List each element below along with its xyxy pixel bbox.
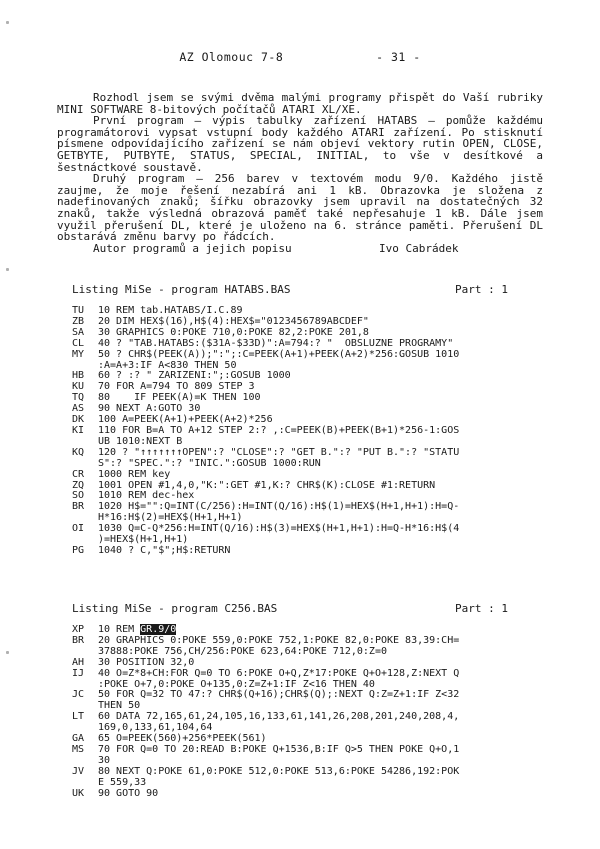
listing-2-code [72,625,552,800]
code-text: 1001 OPEN #1,4,0,"K:":GET #1,K:? CHR$(K):CLOSE #1:RETURN [98,479,436,491]
scan-speck [6,21,9,24]
checksum-code: OI [72,523,85,535]
code-text: 120 ? "↑↑↑↑↑↑↑OPEN":? "CLOSE":? "GET B.":? "PUT B.":? "STATU [98,446,460,458]
listing-2-part: Part : 1 [455,602,508,615]
code-text: 50 FOR Q=32 TO 47:? CHR$(Q+16);CHR$(Q);:NEXT Q:Z=Z+1:IF Z<32 [98,689,460,701]
checksum-code: ZQ [72,479,85,491]
code-text: 1030 Q=C-Q*256:H=INT(Q/16):H$(3)=HEX$(H+1,H+1):H=Q-H*16:H$(4 [98,523,460,535]
listing-2-title [72,603,508,615]
code-text: 10 REM tab.HATABS/I.C.89 [98,305,243,316]
code-text: 65 O=PEEK(560)+256*PEEK(561) [98,733,267,745]
listing-1-code [72,306,552,557]
code-text: :A=A+3:IF A<830 THEN 50 [98,359,237,371]
page-number: - 31 - [376,50,421,64]
checksum-code: DK [72,414,85,426]
code-text: 37888:POKE 756,CH/256:POKE 623,64:POKE 712,0:Z=0 [98,645,387,657]
header-source: AZ Olomouc 7-8 [179,50,284,64]
code-text: 30 POSITION 32,0 [98,656,195,668]
intro-text [57,92,543,255]
code-line [72,690,552,701]
listing-1-title [72,284,508,296]
code-text: 60 ? :? " ZARIZENI:";:GOSUB 1000 [98,370,291,382]
code-text: THEN 50 [98,700,141,712]
code-text: 169,0,133,61,104,64 [98,722,213,734]
checksum-code: AH [72,656,85,668]
checksum-code: LT [72,711,85,723]
code-text: UB 1010:NEXT B [98,435,183,447]
code-line [72,745,552,756]
author-label: Autor programů a jejich popisu [93,241,292,255]
code-line [72,789,552,800]
page-header [0,50,600,64]
code-text: 30 [98,754,111,766]
code-text: 60 DATA 72,165,61,24,105,16,133,61,141,26,208,201,240,208,4, [98,711,460,723]
checksum-code: BR [72,634,85,646]
checksum-code: SA [72,326,85,338]
code-text: 100 A=PEEK(A+1)+PEEK(A+2)*256 [98,414,273,426]
checksum-code: GA [72,733,85,745]
checksum-code: JC [72,689,85,701]
code-text: 70 FOR Q=0 TO 20:READ B:POKE Q+1536,B:IF Q>5 THEN POKE Q+O,1 [98,743,460,755]
checksum-code: IJ [72,667,85,679]
checksum-code: SO [72,490,85,502]
code-text: 10 REM [98,624,141,635]
scan-speck [6,268,9,271]
checksum-code: UK [72,787,85,799]
code-text: 50 ? CHR$(PEEK(A));":";:C=PEEK(A+1)+PEEK(A+2)*256:GOSUB 1010 [98,348,460,360]
code-text: 30 GRAPHICS 0:POKE 710,0:POKE 82,2:POKE 201,8 [98,326,369,338]
code-text: 40 O=Z*8+CH:FOR Q=0 TO 6:POKE O+Q,Z*17:POKE Q+O+128,Z:NEXT Q [98,667,460,679]
code-text: 1040 ? C,"$";H$:RETURN [98,544,231,556]
checksum-code: ZB [72,315,85,327]
listing-1-heading: Listing MiSe - program HATABS.BAS [72,283,291,296]
checksum-code: KI [72,424,85,436]
code-text: 90 NEXT A:GOTO 30 [98,403,201,415]
intro-paragraph-1: Rozhodl jsem se svými dvěma malými programy přispět do Vaší rubriky MINI SOFTWARE 8-bitových počítačů ATARI XL/XE. [57,91,543,116]
checksum-code: TQ [72,392,85,404]
code-text: 80 IF PEEK(A)=K THEN 100 [98,392,261,404]
code-text: )=HEX$(H+1,H+1) [98,534,189,546]
checksum-code: MS [72,743,85,755]
listing-1-part: Part : 1 [455,283,508,296]
listing-2-heading: Listing MiSe - program C256.BAS [72,602,278,615]
code-text: S":? "SPEC.":? "INIC.":GOSUB 1000:RUN [98,457,321,469]
code-text: 90 GOTO 90 [98,787,159,799]
inverse-text: GR.9/0 [140,624,177,635]
checksum-code: CL [72,337,85,349]
intro-paragraph-3: Druhý program – 256 barev v textovém modu 9/0. Každého jistě zaujme, že moje řešení nezabírá ani 1 kB. Obrazovka je složena z nadefinovaných znaků; šířku obrazovky jsem upravil na dostatečných 32 znaků, takže výsledná obrazová paměť také nepřesahuje 1 kB. Dále jsem využil přerušení DL, které je uloženo na 6. stránce paměti. Přerušení DL obstarává změnu barvy po řádcích. [57,172,543,244]
code-text: 20 DIM HEX$(16),H$(4):HEX$="0123456789ABCDEF" [98,315,369,327]
scan-speck [6,651,9,654]
code-text: E 559,33 [98,776,147,788]
code-text: 1010 REM dec-hex [98,490,195,502]
author-line [57,243,543,255]
checksum-code: JV [72,765,85,777]
intro-paragraph-2: První program – výpis tabulky zařízení HATABS – pomůže každému programátorovi vypsat vstupní body každého ATARI zařízení. Po stisknutí písmene odpovídajícího zařízení se nám objeví vektory rutin OPEN, CLOSE, GETBYTE, PUTBYTE, STATUS, SPECIAL, INITIAL, to vše v desítkové a šestnáctkové soustavě. [57,114,543,174]
checksum-code: BR [72,501,85,513]
checksum-code: XP [72,624,85,635]
checksum-code: AS [72,403,85,415]
checksum-code: CR [72,468,85,480]
checksum-code: KU [72,381,85,393]
checksum-code: KQ [72,446,85,458]
code-line [72,546,552,557]
checksum-code: PG [72,544,85,556]
code-text: 40 ? "TAB.HATABS:($31A-$33D)":A=794:? " OBSLUZNE PROGRAMY" [98,337,454,349]
code-text: H*16:H$(2)=HEX$(H+1,H+1) [98,512,243,524]
code-text: 20 GRAPHICS 0:POKE 559,0:POKE 752,1:POKE 82,0:POKE 83,39:CH= [98,634,460,646]
code-text: :POKE O+7,0:POKE O+135,0:Z=Z+1:IF Z<16 THEN 40 [98,678,375,690]
code-text: 110 FOR B=A TO A+12 STEP 2:? ,:C=PEEK(B)+PEEK(B+1)*256-1:GOS [98,424,460,436]
code-text: 1000 REM key [98,468,171,480]
author-name: Ivo Cabrádek [379,241,459,255]
checksum-code: HB [72,370,85,382]
code-text: 70 FOR A=794 TO 809 STEP 3 [98,381,255,393]
checksum-code: TU [72,305,85,316]
code-text: 80 NEXT Q:POKE 61,0:POKE 512,0:POKE 513,6:POKE 54286,192:POK [98,765,460,777]
checksum-code: MY [72,348,85,360]
code-text: 1020 H$="":Q=INT(C/256):H=INT(Q/16):H$(1)=HEX$(H+1,H+1):H=Q- [98,501,460,513]
